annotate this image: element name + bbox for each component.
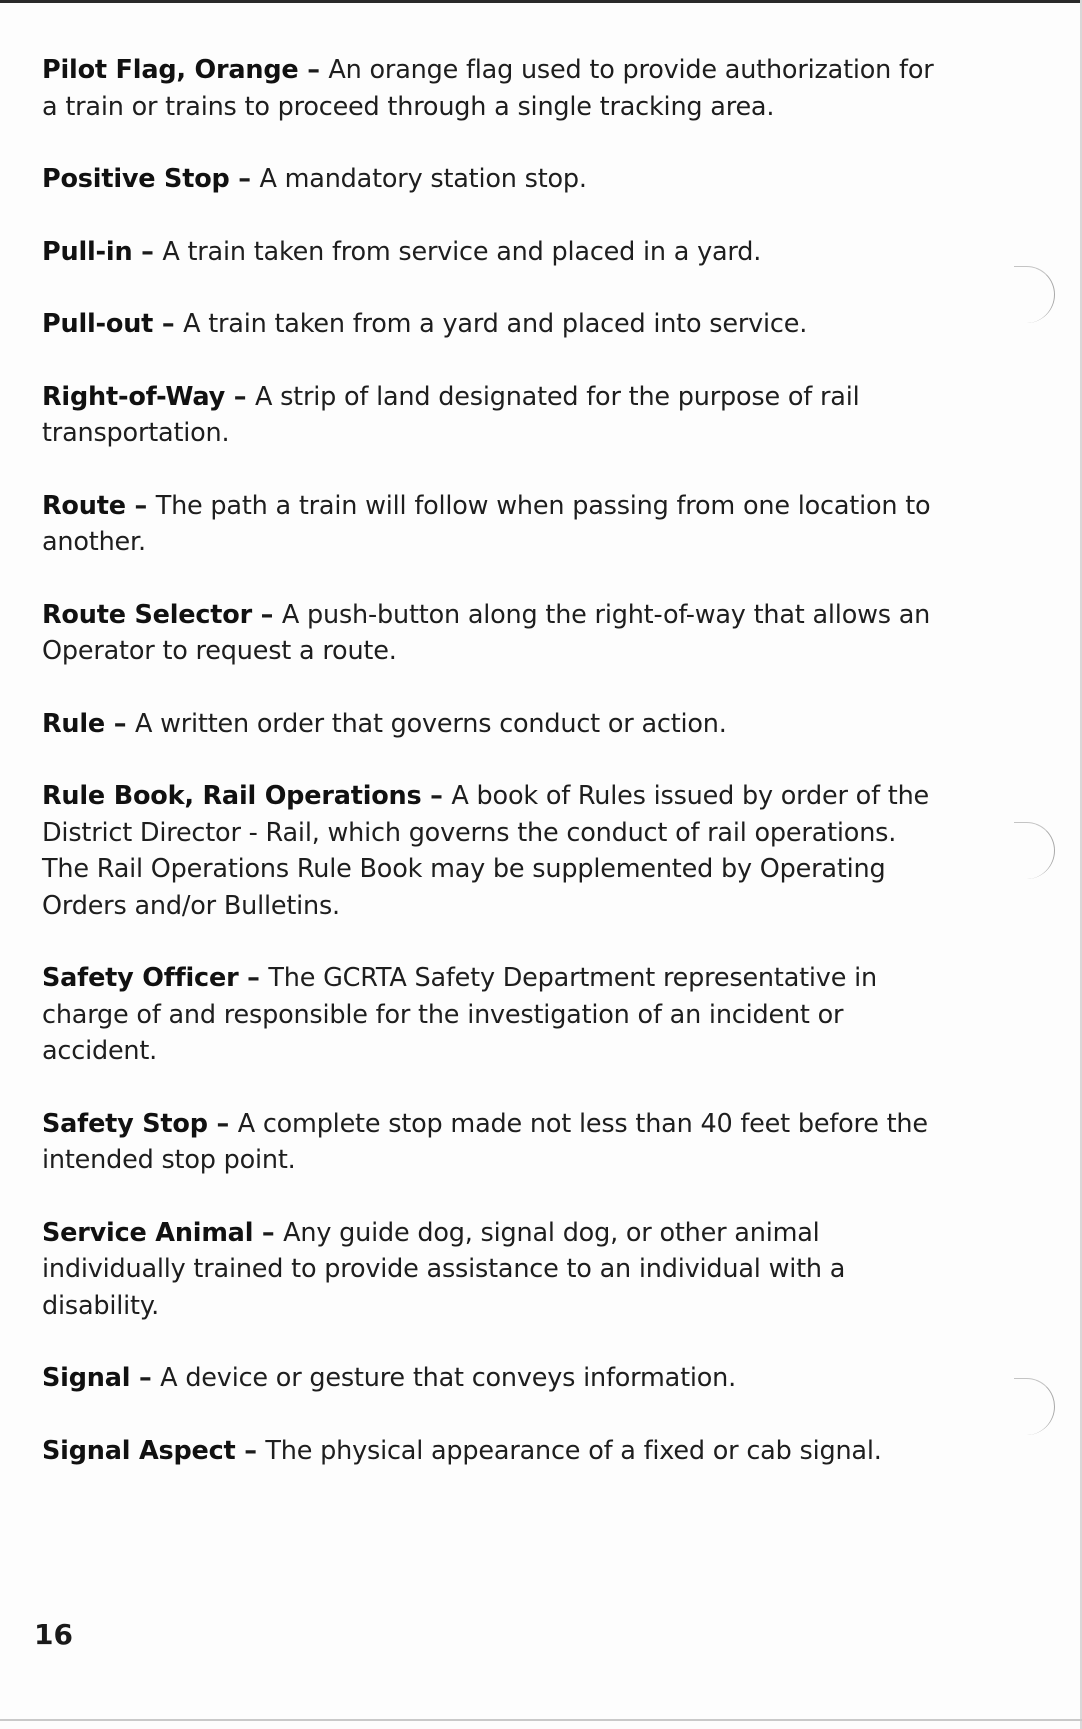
glossary-term: Safety Stop [42, 1108, 208, 1139]
glossary-term: Signal [42, 1363, 131, 1393]
glossary-entry: Signal Aspect – The physical appearance of a fixed or cab signal. [42, 1435, 882, 1466]
glossary-definition: A book of Rules issued by order of the District Director - Rail, which governs the conduct of rail operations. The Rail Operations Rule Book may be supplemented by Operating Orders and/or Bulletins. [42, 781, 930, 921]
glossary-definition: A written order that governs conduct or action. [134, 708, 727, 739]
glossary-definition: An orange flag used to provide authorization for a train or trains to proceed through a single tracking area. [42, 55, 934, 122]
glossary-term: Right-of-Way [42, 381, 226, 412]
glossary-term: Rule [42, 708, 106, 739]
glossary-entry: Pull-out – A train taken from a yard and placed into service. [42, 309, 808, 339]
glossary-term: Service Animal [42, 1217, 254, 1248]
glossary-term: Positive Stop [42, 164, 230, 194]
glossary-entry: Safety Officer – The GCRTA Safety Department representative in charge of and responsible for the investigation of an incident or accident. [42, 963, 877, 1066]
glossary-entry: Pull-in – A train taken from service and placed in a yard. [42, 236, 762, 267]
binder-hole-top [1014, 266, 1055, 323]
glossary-entry: Service Animal – Any guide dog, signal dog, or other animal individually trained to provide assistance to an individual with a disability. [42, 1217, 846, 1321]
glossary-term: Route Selector [42, 599, 252, 630]
glossary-definition: The GCRTA Safety Department representative in charge of and responsible for the investigation of an incident or accident. [42, 963, 877, 1066]
glossary-definition: The physical appearance of a fixed or cab signal. [265, 1435, 882, 1466]
glossary-term: Safety Officer [42, 963, 239, 993]
glossary-list [42, 52, 942, 1505]
glossary-definition: A push-button along the right-of-way that allows an Operator to request a route. [42, 599, 931, 666]
glossary-term: Route [42, 490, 126, 521]
glossary-definition: A device or gesture that conveys information. [160, 1363, 737, 1393]
glossary-definition: A strip of land designated for the purpose of rail transportation. [42, 381, 860, 448]
glossary-entry: Rule – A written order that governs conduct or action. [42, 708, 727, 739]
page-top-edge [0, 0, 1082, 3]
glossary-entry: Safety Stop – A complete stop made not less than 40 feet before the intended stop point. [42, 1108, 928, 1175]
binder-hole-bottom [1014, 1378, 1055, 1435]
glossary-definition: A mandatory station stop. [259, 164, 587, 194]
page-number: 16 [34, 1618, 73, 1651]
page-bottom-edge [0, 1719, 1082, 1721]
glossary-entry: Route Selector – A push-button along the right-of-way that allows an Operator to request a route. [42, 599, 931, 666]
glossary-term: Rule Book, Rail Operations [42, 781, 422, 811]
glossary-definition: The path a train will follow when passing from one location to another. [42, 490, 931, 557]
glossary-definition: A train taken from service and placed in a yard. [162, 236, 762, 267]
glossary-term: Pilot Flag, Orange [42, 55, 299, 85]
glossary-definition: A complete stop made not less than 40 feet before the intended stop point. [42, 1108, 928, 1175]
glossary-term: Signal Aspect [42, 1435, 236, 1466]
glossary-term: Pull-in [42, 236, 133, 267]
glossary-entry: Pilot Flag, Orange – An orange flag used to provide authorization for a train or trains to proceed through a single tracking area. [42, 55, 934, 122]
glossary-entry: Rule Book, Rail Operations – A book of Rules issued by order of the District Director - Rail, which governs the conduct of rail operations. The Rail Operations Rule Book may be supplemented by Operating Orders and/or Bulletins. [42, 781, 930, 921]
glossary-entry: Right-of-Way – A strip of land designated for the purpose of rail transportation. [42, 381, 860, 448]
glossary-entry: Route – The path a train will follow when passing from one location to another. [42, 490, 931, 557]
glossary-entry: Signal – A device or gesture that conveys information. [42, 1363, 737, 1393]
glossary-entry: Positive Stop – A mandatory station stop. [42, 164, 587, 194]
glossary-definition: A train taken from a yard and placed into service. [183, 309, 808, 339]
binder-hole-middle [1014, 822, 1055, 879]
glossary-definition: Any guide dog, signal dog, or other animal individually trained to provide assistance to an individual with a disability. [42, 1217, 846, 1321]
glossary-term: Pull-out [42, 309, 154, 339]
